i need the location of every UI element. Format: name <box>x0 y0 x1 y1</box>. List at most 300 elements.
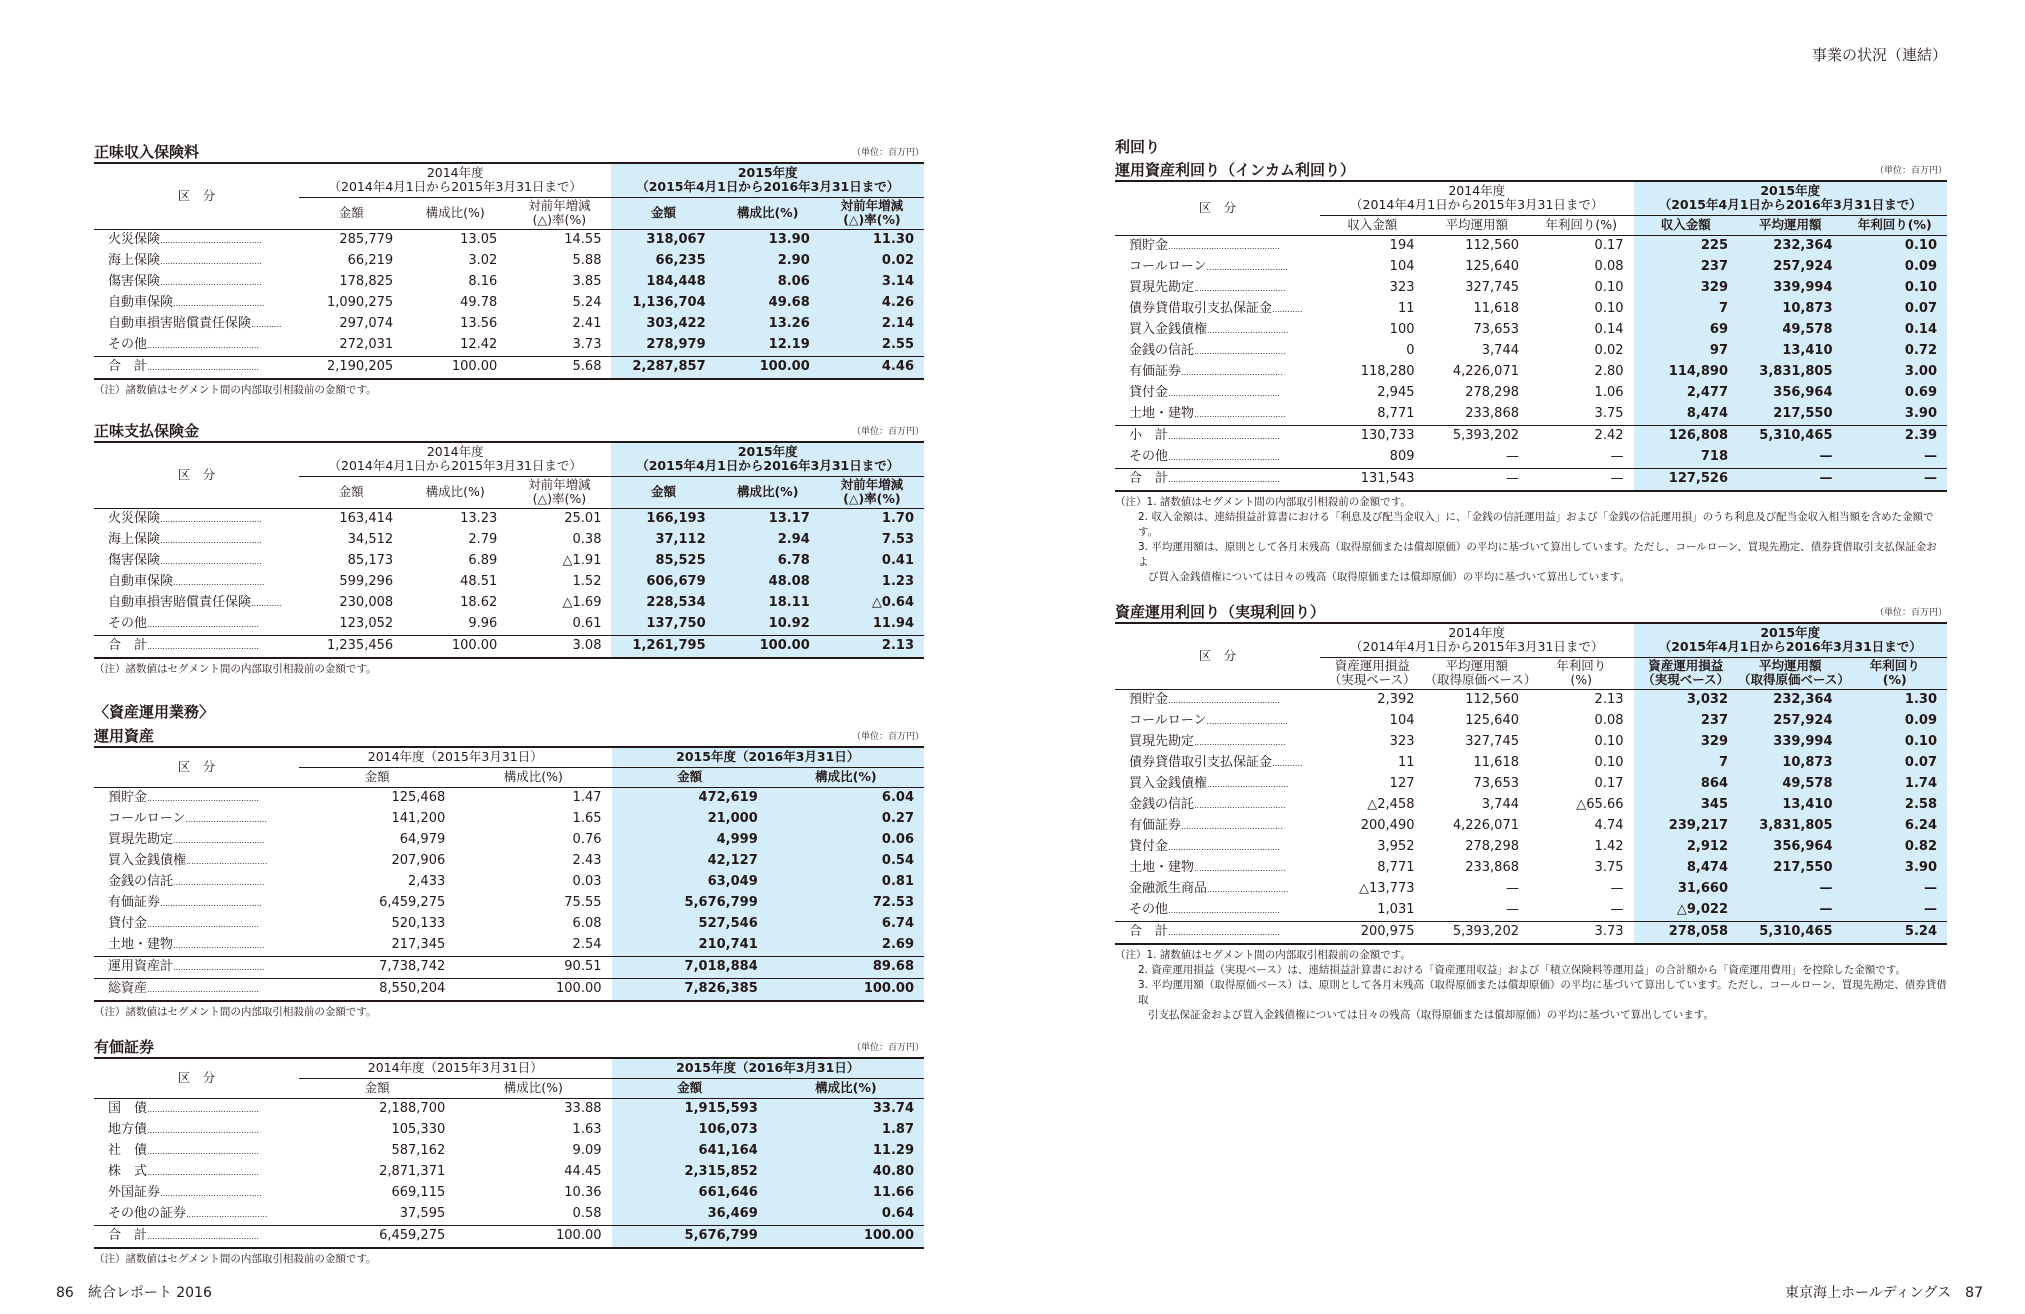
table-row <box>94 787 924 809</box>
col-income: 収入金額 <box>1634 215 1739 235</box>
col-amount: 金額 <box>611 476 715 508</box>
cell-r2: 1.87 <box>768 1120 924 1141</box>
leader-dots: ........................................ <box>160 898 262 908</box>
leader-dots: .................................... <box>173 298 265 308</box>
cell-v2: 217,550 <box>1738 858 1843 879</box>
cell-y2: 0.10 <box>1843 278 1948 299</box>
col-yield: 年利回り (%) <box>1843 657 1948 689</box>
col-amount: 金額 <box>299 767 455 787</box>
leader-dots: .................................... <box>1194 409 1286 419</box>
cell-g2: 329 <box>1634 732 1739 753</box>
cell-i1: 11 <box>1397 301 1415 316</box>
cell-y2: 4.46 <box>820 356 924 379</box>
col-ratio: 構成比(%) <box>403 197 507 229</box>
cell-g2: 345 <box>1634 795 1739 816</box>
cell-r2: 11.29 <box>768 1141 924 1162</box>
leader-dots: .................................... <box>173 962 265 972</box>
leader-dots: ........................................ <box>160 556 262 566</box>
invested-assets-note: （注）諸数値はセグメント間の内部取引相殺前の金額です。 <box>94 1005 377 1018</box>
leader-dots: ........................................ <box>160 277 262 287</box>
asset-mgmt-heading: 〈資産運用業務〉 <box>94 703 215 721</box>
row-label: 合 計............................................ <box>94 1225 299 1248</box>
cell-v2: 232,364 <box>1738 689 1843 711</box>
premiums-table <box>94 162 924 380</box>
cell-v1: 233,868 <box>1465 406 1519 421</box>
cell-y2: 0.07 <box>1843 753 1948 774</box>
fy2014-header: 2014年度 （2014年4月1日から2015年3月31日まで） <box>299 163 611 197</box>
note-line: 3. 平均運用額（取得原価ベース）は、原則として各月末残高（取得原価または償却原価）の平均に基づいて算出しています。ただし、コールローン、買現先勘定、債券貸借取 <box>1138 978 1947 1006</box>
cell-v1: 3,744 <box>1481 343 1519 358</box>
cell-a2: 2,287,857 <box>611 356 715 379</box>
cell-r1: 49.78 <box>460 295 498 310</box>
cell-y2: 0.72 <box>1843 341 1948 362</box>
row-label: 地方債............................................ <box>94 1120 299 1141</box>
cell-r1: 75.55 <box>564 895 602 910</box>
fy2015-header: 2015年度 （2015年4月1日から2016年3月31日まで） <box>1634 181 1948 215</box>
row-label: 買入金銭債権................................ <box>94 851 299 872</box>
footer-left: 86 統合レポート 2016 <box>56 1285 212 1301</box>
table-row <box>1115 362 1947 383</box>
total-row <box>94 978 924 1001</box>
cell-a1: 217,345 <box>391 937 446 952</box>
cell-g1: 127 <box>1389 776 1415 791</box>
cell-y1: 5.24 <box>572 295 602 310</box>
cell-a1: 520,133 <box>391 916 446 931</box>
cell-g2: 7 <box>1634 753 1739 774</box>
table-row <box>1115 447 1947 469</box>
cell-g1: 3,952 <box>1377 839 1415 854</box>
kubun-header: 区 分 <box>1115 181 1320 235</box>
cell-g2: △9,022 <box>1634 900 1739 922</box>
table-row <box>1115 732 1947 753</box>
cell-a2: 527,546 <box>612 914 768 935</box>
col-ratio: 構成比(%) <box>716 197 820 229</box>
row-label: 株 式............................................ <box>94 1162 299 1183</box>
cell-i1: 131,543 <box>1320 468 1425 491</box>
cell-v1: 327,745 <box>1465 280 1519 295</box>
cell-y2: △0.64 <box>820 593 924 614</box>
cell-y2: 2.39 <box>1843 425 1948 447</box>
cell-r1: 18.62 <box>460 595 498 610</box>
cell-r2: 6.78 <box>716 551 820 572</box>
leader-dots: ............ <box>251 598 282 608</box>
col-avg: 平均運用額 <box>1425 215 1530 235</box>
row-label: 小 計............................................ <box>1115 425 1320 447</box>
cell-i2: 126,808 <box>1634 425 1739 447</box>
leader-dots: ................................ <box>1206 716 1288 726</box>
cell-a2: 278,979 <box>611 335 715 357</box>
table-row <box>94 851 924 872</box>
leader-dots: ............................................ <box>1168 474 1280 484</box>
col-amount: 金額 <box>612 767 768 787</box>
leader-dots: ............................................ <box>1168 388 1280 398</box>
cell-y2: 6.24 <box>1843 816 1948 837</box>
cell-g1: 1,031 <box>1377 902 1415 917</box>
row-label: 合 計............................................ <box>1115 468 1320 491</box>
row-label: 買現先勘定.................................... <box>1115 732 1320 753</box>
cell-a2: 4,999 <box>612 830 768 851</box>
leader-dots: ............ <box>1272 758 1303 768</box>
cell-r1: 0.76 <box>572 832 602 847</box>
row-label: 傷害保険........................................ <box>94 272 299 293</box>
leader-dots: .................................... <box>1194 863 1286 873</box>
cell-v2: 3,831,805 <box>1738 362 1843 383</box>
cell-r2: 100.00 <box>716 356 820 379</box>
leader-dots: ........................................ <box>160 235 262 245</box>
cell-r1: 13.05 <box>460 232 498 247</box>
cell-r2: 100.00 <box>768 1225 924 1248</box>
cell-a1: 272,031 <box>339 337 394 352</box>
col-ratio: 構成比(%) <box>716 476 820 508</box>
table-row <box>1115 383 1947 404</box>
table-row <box>1115 816 1947 837</box>
row-label: 買入金銭債権................................ <box>1115 774 1320 795</box>
kubun-header: 区 分 <box>94 1058 299 1098</box>
leader-dots: ............................................ <box>147 793 259 803</box>
cell-a2: 641,164 <box>612 1141 768 1162</box>
securities-note: （注）諸数値はセグメント間の内部取引相殺前の金額です。 <box>94 1252 377 1265</box>
total-row <box>1115 425 1947 447</box>
cell-a1: 66,219 <box>347 253 394 268</box>
kubun-header: 区 分 <box>94 747 299 787</box>
leader-dots: ............................................ <box>147 1146 259 1156</box>
table-row <box>1115 689 1947 711</box>
cell-r2: 10.92 <box>716 614 820 636</box>
cell-y1: 3.85 <box>572 274 602 289</box>
total-row <box>94 356 924 379</box>
row-label: 総資産............................................ <box>94 978 299 1001</box>
cell-y2: — <box>1843 447 1948 469</box>
cell-v2: 49,578 <box>1738 774 1843 795</box>
cell-a2: 37,112 <box>611 530 715 551</box>
table-row <box>94 1162 924 1183</box>
cell-g1: 11 <box>1397 755 1415 770</box>
fy2015-header: 2015年度（2016年3月31日） <box>612 747 925 767</box>
cell-y2: 11.94 <box>820 614 924 636</box>
cell-r1: 2.54 <box>572 937 602 952</box>
table-row <box>94 551 924 572</box>
cell-i1: 8,771 <box>1377 406 1415 421</box>
cell-a2: 36,469 <box>612 1204 768 1226</box>
cell-y2: 0.14 <box>1843 320 1948 341</box>
row-label: 土地・建物.................................... <box>1115 858 1320 879</box>
cell-i2: 7 <box>1634 299 1739 320</box>
cell-v1: 125,640 <box>1465 713 1519 728</box>
col-yoy: 対前年増減 (△)率(%) <box>507 476 611 508</box>
cell-v2: 3,831,805 <box>1738 816 1843 837</box>
cell-r2: 6.74 <box>768 914 924 935</box>
cell-y1: 0.38 <box>572 532 602 547</box>
table-row <box>94 293 924 314</box>
cell-v1: 11,618 <box>1473 755 1519 770</box>
cell-r2: 0.06 <box>768 830 924 851</box>
row-label: 火災保険........................................ <box>94 229 299 251</box>
cell-a2: 184,448 <box>611 272 715 293</box>
row-label: その他............................................ <box>94 614 299 636</box>
realized-yield-table <box>1115 622 1947 945</box>
cell-y2: 0.02 <box>820 251 924 272</box>
leader-dots: ............................................ <box>1168 452 1280 462</box>
leader-dots: ............................................ <box>147 340 259 350</box>
row-label: 預貯金............................................ <box>94 787 299 809</box>
leader-dots: .................................... <box>1194 737 1286 747</box>
cell-a1: 6,459,275 <box>379 895 446 910</box>
cell-r1: 13.23 <box>460 511 498 526</box>
cell-y1: 0.10 <box>1594 734 1624 749</box>
note-line: び買入金銭債権については日々の残高（取得原価または償却原価）の平均に基づいて算出しています。 <box>1148 570 1630 583</box>
cell-i2: 718 <box>1634 447 1739 469</box>
cell-a1: 34,512 <box>347 532 394 547</box>
table-row <box>1115 858 1947 879</box>
cell-y2: 0.10 <box>1843 732 1948 753</box>
cell-i2: 8,474 <box>1634 404 1739 426</box>
cell-r2: 40.80 <box>768 1162 924 1183</box>
cell-v2: 356,964 <box>1738 837 1843 858</box>
cell-v1: 233,868 <box>1465 860 1519 875</box>
total-row <box>1115 468 1947 491</box>
row-label: その他............................................ <box>94 335 299 357</box>
cell-y2: 0.82 <box>1843 837 1948 858</box>
col-ratio: 構成比(%) <box>768 1078 924 1098</box>
cell-y1: — <box>1610 881 1624 896</box>
cell-y1: 0.17 <box>1594 776 1624 791</box>
cell-g2: 3,032 <box>1634 689 1739 711</box>
row-label: 預貯金............................................ <box>1115 235 1320 257</box>
row-label: 土地・建物.................................... <box>94 935 299 957</box>
table-row <box>94 935 924 957</box>
cell-y2: 2.13 <box>820 635 924 658</box>
table-row <box>94 272 924 293</box>
leader-dots: ............ <box>1272 304 1303 314</box>
cell-v1: 73,653 <box>1473 776 1519 791</box>
cell-i1: 118,280 <box>1360 364 1415 379</box>
row-label: 金銭の信託.................................... <box>94 872 299 893</box>
table-row <box>94 229 924 251</box>
row-label: 自動車損害賠償責任保険............ <box>94 314 299 335</box>
row-label: 合 計............................................ <box>1115 921 1320 944</box>
unit-label: （単位：百万円） <box>851 427 924 437</box>
cell-y1: 0.08 <box>1594 713 1624 728</box>
table-row <box>94 830 924 851</box>
row-label: 金銭の信託.................................... <box>1115 341 1320 362</box>
col-amount: 金額 <box>299 197 403 229</box>
cell-v1: 3,744 <box>1481 797 1519 812</box>
cell-r1: 33.88 <box>564 1101 602 1116</box>
invested-assets-table <box>94 746 924 1002</box>
cell-a1: 141,200 <box>391 811 446 826</box>
col-yoy: 対前年増減 (△)率(%) <box>820 197 924 229</box>
leader-dots: ........................................ <box>1181 367 1283 377</box>
cell-i1: 323 <box>1389 280 1415 295</box>
leader-dots: ................................ <box>1207 779 1289 789</box>
table-row <box>94 1120 924 1141</box>
cell-g1: 200,490 <box>1360 818 1415 833</box>
table-row <box>94 508 924 530</box>
cell-y1: 1.06 <box>1594 385 1624 400</box>
cell-y2: — <box>1843 468 1948 491</box>
claims-section <box>94 419 924 677</box>
row-label: 貸付金............................................ <box>94 914 299 935</box>
income-yield-table <box>1115 180 1947 492</box>
cell-y1: — <box>1610 449 1624 464</box>
leader-dots: ............................................ <box>1168 241 1280 251</box>
leader-dots: ............................................ <box>147 641 259 651</box>
cell-y2: 2.58 <box>1843 795 1948 816</box>
col-yield: 年利回り(%) <box>1529 215 1634 235</box>
cell-a2: 606,679 <box>611 572 715 593</box>
cell-y1: 3.75 <box>1594 406 1624 421</box>
cell-y1: 2.13 <box>1594 692 1624 707</box>
fy2014-header: 2014年度 （2014年4月1日から2015年3月31日まで） <box>1320 623 1634 657</box>
col-amount: 金額 <box>299 476 403 508</box>
table-row <box>94 914 924 935</box>
invested-assets-section <box>94 700 924 1020</box>
cell-r2: 33.74 <box>768 1098 924 1120</box>
cell-y1: 0.02 <box>1594 343 1624 358</box>
cell-y2: 0.09 <box>1843 257 1948 278</box>
cell-y1: 0.10 <box>1594 280 1624 295</box>
cell-i2: 114,890 <box>1634 362 1739 383</box>
cell-v1: — <box>1506 902 1519 917</box>
row-label: 買現先勘定.................................... <box>94 830 299 851</box>
cell-a1: 1,090,275 <box>326 295 394 310</box>
cell-g1: 8,771 <box>1377 860 1415 875</box>
total-row <box>1115 921 1947 944</box>
leader-dots: ............ <box>251 319 282 329</box>
cell-r2: 18.11 <box>716 593 820 614</box>
col-avg: 平均運用額 （取得原価ベース） <box>1424 658 1537 687</box>
cell-y2: 5.24 <box>1843 921 1948 944</box>
cell-y2: 1.70 <box>820 508 924 530</box>
note-line: 2. 収入金額は、連結損益計算書における「利息及び配当金収入」に、「金銭の信託運用益」および「金銭の信託運用損」のうち利息及び配当金収入相当額を含めた金額です。 <box>1138 510 1934 538</box>
cell-r2: 6.04 <box>768 787 924 809</box>
cell-r1: 1.47 <box>572 790 602 805</box>
cell-y1: 5.88 <box>572 253 602 268</box>
row-label: 社 債............................................ <box>94 1141 299 1162</box>
securities-section <box>94 1035 924 1267</box>
cell-y2: 2.55 <box>820 335 924 357</box>
cell-g1: 104 <box>1389 713 1415 728</box>
cell-r1: 48.51 <box>460 574 498 589</box>
cell-a1: 2,871,371 <box>379 1164 446 1179</box>
cell-g2: 31,660 <box>1634 879 1739 900</box>
cell-y2: 7.53 <box>820 530 924 551</box>
cell-r2: 12.19 <box>716 335 820 357</box>
cell-r2: 89.68 <box>768 956 924 978</box>
cell-r2: 72.53 <box>768 893 924 914</box>
leader-dots: ........................................ <box>160 1188 262 1198</box>
cell-a2: 166,193 <box>611 508 715 530</box>
cell-a1: 2,433 <box>408 874 446 889</box>
cell-y2: 0.41 <box>820 551 924 572</box>
leader-dots: ........................................ <box>160 514 262 524</box>
cell-v2: 5,310,465 <box>1738 425 1843 447</box>
cell-v2: 232,364 <box>1738 235 1843 257</box>
row-label: 海上保険........................................ <box>94 251 299 272</box>
cell-v2: 217,550 <box>1738 404 1843 426</box>
fy2014-header: 2014年度（2015年3月31日） <box>299 1058 612 1078</box>
cell-i1: 130,733 <box>1320 425 1425 447</box>
kubun-header: 区 分 <box>1115 623 1320 689</box>
table-row <box>94 530 924 551</box>
col-ratio: 構成比(%) <box>455 1078 611 1098</box>
cell-y1: 1.52 <box>572 574 602 589</box>
row-label: 有価証券........................................ <box>1115 816 1320 837</box>
cell-a2: 21,000 <box>612 809 768 830</box>
cell-r1: 13.56 <box>460 316 498 331</box>
cell-g2: 864 <box>1634 774 1739 795</box>
cell-v2: 5,310,465 <box>1738 921 1843 944</box>
cell-y1: △65.66 <box>1576 797 1624 812</box>
row-label: 火災保険........................................ <box>94 508 299 530</box>
table-row <box>94 251 924 272</box>
table-row <box>94 1183 924 1204</box>
row-label: 買入金銭債権................................ <box>1115 320 1320 341</box>
cell-y1: 0.14 <box>1594 322 1624 337</box>
premiums-section <box>94 140 924 398</box>
cell-a1: 6,459,275 <box>299 1225 455 1248</box>
cell-y1: 5.68 <box>507 356 611 379</box>
row-label: 外国証券........................................ <box>94 1183 299 1204</box>
table-row <box>94 872 924 893</box>
income-yield-title: 運用資産利回り（インカム利回り） <box>1115 161 1356 179</box>
leader-dots: ............................................ <box>1168 905 1280 915</box>
row-label: 合 計............................................ <box>94 635 299 658</box>
cell-a2: 1,261,795 <box>611 635 715 658</box>
cell-v1: 278,298 <box>1465 839 1519 854</box>
cell-v1: 5,393,202 <box>1425 425 1530 447</box>
cell-y1: △1.69 <box>562 595 602 610</box>
leader-dots: ................................ <box>1207 325 1289 335</box>
col-ratio: 構成比(%) <box>455 767 611 787</box>
cell-y2: 3.14 <box>820 272 924 293</box>
cell-i2: 97 <box>1634 341 1739 362</box>
note-line: 2. 資産運用損益（実現ベース）は、連結損益計算書における「資産運用収益」および「積立保険料等運用益」の合計額から「資産運用費用」を控除した金額です。 <box>1138 963 1906 976</box>
cell-i1: 809 <box>1389 449 1415 464</box>
cell-r2: 48.08 <box>716 572 820 593</box>
leader-dots: ............................................ <box>147 1125 259 1135</box>
cell-v2: — <box>1738 879 1843 900</box>
cell-r2: 0.81 <box>768 872 924 893</box>
cell-v1: 112,560 <box>1465 692 1519 707</box>
cell-y1: — <box>1610 902 1624 917</box>
leader-dots: ............................................ <box>147 984 259 994</box>
footer-right: 東京海上ホールディングス 87 <box>1785 1285 1983 1301</box>
cell-r1: 1.63 <box>572 1122 602 1137</box>
cell-v1: 4,226,071 <box>1452 818 1519 833</box>
row-label: 合 計............................................ <box>94 356 299 379</box>
table-row <box>1115 278 1947 299</box>
table-row <box>94 314 924 335</box>
cell-r2: 2.90 <box>716 251 820 272</box>
cell-v2: 356,964 <box>1738 383 1843 404</box>
cell-r2: 2.69 <box>768 935 924 957</box>
cell-a1: 163,414 <box>339 511 394 526</box>
col-amount: 金額 <box>611 197 715 229</box>
cell-v2: 10,873 <box>1738 753 1843 774</box>
leader-dots: .................................... <box>1194 346 1286 356</box>
cell-i2: 69 <box>1634 320 1739 341</box>
cell-v1: 4,226,071 <box>1452 364 1519 379</box>
cell-a1: 85,173 <box>347 553 394 568</box>
cell-v1: 278,298 <box>1465 385 1519 400</box>
cell-y1: 3.73 <box>572 337 602 352</box>
leader-dots: ............................................ <box>1168 431 1280 441</box>
cell-a1: 230,008 <box>339 595 394 610</box>
row-label: 貸付金............................................ <box>1115 837 1320 858</box>
row-label: 預貯金............................................ <box>1115 689 1320 711</box>
leader-dots: ............................................ <box>1168 842 1280 852</box>
